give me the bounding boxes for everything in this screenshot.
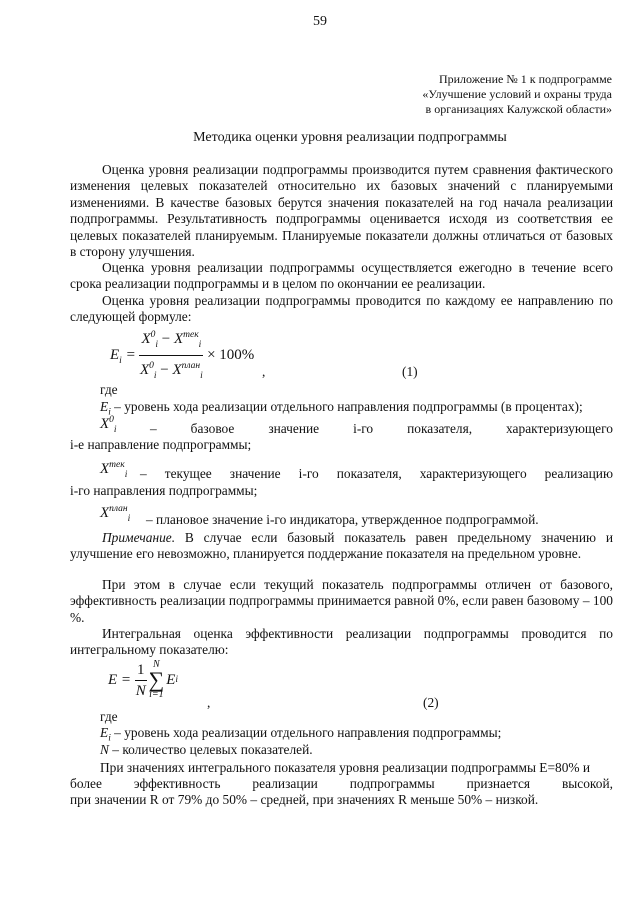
symbol-x0: $X^0_i$ bbox=[100, 415, 117, 435]
formula-1-comma: , bbox=[262, 364, 266, 379]
where-label-2: где bbox=[100, 709, 118, 724]
paragraph-current-vs-base: При этом в случае если текущий показатель подпрограммы отличен от базового, эффективность реализации подпрограммы принимается равной 0%, если равен базовому – 100 %. bbox=[70, 577, 613, 625]
definition-x-current-cont: i-го направления подпрограммы; bbox=[70, 483, 258, 498]
appendix-line-2: «Улучшение условий и охраны труда bbox=[422, 87, 612, 101]
formula-1: $E_i$ = $\frac{X^0_i - X^{тек}_i}{X^0_i - X^{план}_i}$ × 100% bbox=[110, 326, 254, 385]
paragraph-annual: Оценка уровня реализации подпрограммы осуществляется ежегодно в течение всего срока реализации подпрограммы и в целом по окончании ее реализации. bbox=[70, 260, 613, 292]
formula-1-number: (1) bbox=[402, 364, 418, 379]
definition-x-plan: – плановое значение i-го индикатора, утвержденное подпрограммой. bbox=[146, 512, 539, 527]
page-number: 59 bbox=[313, 14, 327, 29]
formula-2-fraction: $\frac{1}{N}$ bbox=[135, 661, 146, 699]
symbol-x-plan: $X^{план}_i$ bbox=[100, 504, 131, 524]
appendix-note bbox=[252, 72, 612, 117]
symbol-x-current: $X^{тек}_i$ bbox=[100, 460, 128, 480]
paragraph-formula-intro: Оценка уровня реализации подпрограммы проводится по каждому ее направлению по следующей формуле: bbox=[70, 293, 613, 325]
paragraph-method: Оценка уровня реализации подпрограммы производится путем сравнения фактического изменения целевых показателей относительно их базовых значений с планируемыми изменениями. В качестве базовых берутся значения показателей на год начала реализации подпрограммы. Результативность подпрограммы оценивается исходя из соответствия ее целевых показателей планируемым. Планируемые показатели должны отличаться от базовых в сторону улучшения. bbox=[70, 162, 613, 260]
final-line-3: при значении R от 79% до 50% – средней, при значениях R меньше 50% – низкой. bbox=[70, 792, 539, 807]
definition-x0-cont: i-е направление подпрограммы; bbox=[70, 437, 252, 452]
appendix-line-1: Приложение № 1 к подпрограмме bbox=[438, 72, 612, 86]
definition-n: N – количество целевых показателей. bbox=[100, 742, 313, 757]
note-paragraph: Примечание. В случае если базовый показатель равен предельному значению и улучшение его невозможно, планируется поддержание показателя на предельном уровне. bbox=[70, 530, 613, 562]
definition-e: $E_i$ – уровень хода реализации отдельного направления подпрограммы (в процентах); bbox=[100, 399, 583, 418]
sum-symbol: N ∑ i=1 bbox=[148, 659, 165, 700]
formula-1-fraction: $\frac{X^0_i - X^{тек}_i}{X^0_i - X^{план}_i}$ bbox=[139, 326, 203, 385]
definition-x0: – базовое значение i-го показателя, характеризующего bbox=[150, 421, 613, 436]
final-line-2: более эффективность реализации подпрограммы признается высокой, bbox=[70, 776, 613, 791]
document-title: Методика оценки уровня реализации подпрограммы bbox=[193, 130, 507, 145]
where-label-1: где bbox=[100, 382, 118, 397]
formula-2-number: (2) bbox=[423, 695, 439, 710]
formula-2: E = $\frac{1}{N}$ N ∑ i=1 E i bbox=[108, 659, 179, 700]
final-line-1: При значениях интегрального показателя уровня реализации подпрограммы E=80% и bbox=[100, 760, 591, 775]
definition-e-2: $E_i$ – уровень хода реализации отдельного направления подпрограммы; bbox=[100, 725, 502, 744]
appendix-line-3: в организациях Калужской области» bbox=[425, 102, 612, 116]
paragraph-integral-intro: Интегральная оценка эффективности реализации подпрограммы проводится по интегральному показателю: bbox=[70, 626, 613, 658]
definition-x-current: – текущее значение i-го показателя, характеризующего реализацию bbox=[140, 466, 613, 481]
formula-2-comma: , bbox=[207, 695, 211, 710]
